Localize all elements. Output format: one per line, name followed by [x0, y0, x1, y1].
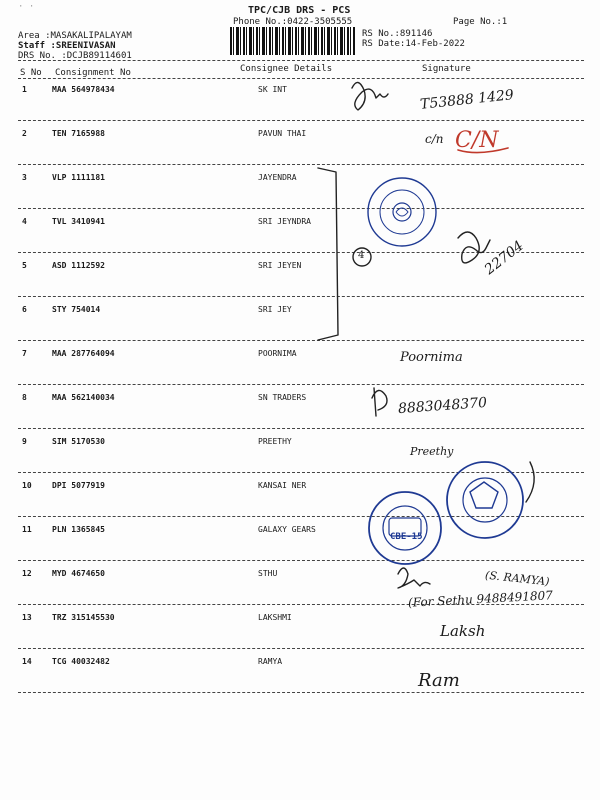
consignee-name: SRI JEY [258, 305, 292, 314]
signature-10-scribble [526, 462, 534, 502]
consignment-number: PLN 1365845 [52, 525, 105, 534]
consignee-name: SRI JEYNDRA [258, 217, 311, 226]
consignment-number: TRZ 315145530 [52, 613, 115, 622]
col-header-consignment: Consignment No [55, 68, 131, 78]
handwritten-sethu-phone: (For Sethu 9488491807 [407, 588, 554, 610]
handwritten-phone-5: 22704 [481, 237, 527, 279]
serial-number: 6 [22, 305, 27, 314]
rs-number: RS No.:891146 [362, 29, 433, 39]
consignee-name: STHU [258, 569, 278, 578]
serial-number: 3 [22, 173, 27, 182]
signature-5-scribble [458, 232, 490, 263]
rs-date: RS Date:14-Feb-2022 [362, 39, 465, 49]
college-stamp [368, 178, 436, 246]
serial-number: 12 [22, 569, 32, 578]
area-field: Area :MASAKALIPALAYAM [18, 31, 132, 41]
handwritten-phone-1: T53888 1429 [419, 87, 515, 113]
consignment-number: DPI 5077919 [52, 481, 105, 490]
consignment-number: TCG 40032482 [52, 657, 110, 666]
consignee-name: SK INT [258, 85, 287, 94]
serial-number: 11 [22, 525, 32, 534]
consignment-number: SIM 5170530 [52, 437, 105, 446]
handwritten-lakshmi-signature: Laksh [440, 622, 486, 640]
handwritten-phone-8: 8883048370 [397, 394, 488, 418]
serial-number: 4 [22, 217, 27, 226]
serial-number: 7 [22, 349, 27, 358]
consignee-name: SN TRADERS [258, 393, 307, 402]
handwritten-ramya-name: (S. RAMYA) [484, 568, 551, 589]
serial-number: 2 [22, 129, 27, 138]
serial-number: 14 [22, 657, 32, 666]
page-number: Page No.:1 [453, 17, 508, 27]
serial-number: 1 [22, 85, 27, 94]
serial-number: 13 [22, 613, 32, 622]
col-header-consignee: Consignee Details [240, 64, 333, 74]
scan-mark: · · [18, 2, 35, 12]
consignee-name: KANSAI NER [258, 481, 307, 490]
handwritten-preethy-signature: Preethy [410, 445, 454, 458]
serial-number: 10 [22, 481, 32, 490]
consignee-name: JAYENDRA [258, 173, 297, 182]
col-header-signature: Signature [422, 64, 471, 74]
consignment-number: VLP 1111181 [52, 173, 105, 182]
consignee-name: PREETHY [258, 437, 292, 446]
consignment-number: TEN 7165988 [52, 129, 105, 138]
consignee-name: SRI JEYEN [258, 261, 302, 270]
signature-1-scribble [352, 82, 388, 110]
signature-12-scribble [398, 568, 430, 588]
consignee-name: POORNIMA [258, 349, 297, 358]
col-header-sno: S No [20, 68, 42, 78]
bracket-mark [318, 168, 338, 340]
handwritten-poornima-signature: Poornima [400, 350, 463, 365]
consignee-name: LAKSHMI [258, 613, 292, 622]
consignment-number: MAA 287764094 [52, 349, 115, 358]
circled-mark-number: 4 [358, 250, 365, 261]
consignment-number: TVL 3410941 [52, 217, 105, 226]
signature-8-scribble [372, 388, 387, 416]
coimbatore-stamp [447, 462, 523, 538]
handwritten-cn-red: C/N [455, 128, 499, 153]
galaxy-stamp-center-text: CBE-15 [390, 532, 423, 542]
serial-number: 9 [22, 437, 27, 446]
consignment-number: ASD 1112592 [52, 261, 105, 270]
serial-number: 8 [22, 393, 27, 402]
handwritten-ramya-signature: Ram [418, 670, 460, 691]
handwritten-cn-note: c/n [425, 132, 444, 146]
drs-number: DRS No. :DCJB89114601 [18, 51, 132, 61]
phone-number: Phone No.:0422-3505555 [233, 17, 353, 27]
staff-field: Staff :SREENIVASAN [18, 41, 116, 51]
consignee-name: PAVUN THAI [258, 129, 307, 138]
consignment-number: MYD 4674650 [52, 569, 105, 578]
galaxy-stamp [369, 492, 441, 564]
serial-number: 5 [22, 261, 27, 270]
consignee-name: GALAXY GEARS [258, 525, 316, 534]
sheet-title: TPC/CJB DRS - PCS [248, 5, 351, 16]
consignment-number: STY 754014 [52, 305, 101, 314]
consignment-number: MAA 562140034 [52, 393, 115, 402]
consignee-name: RAMYA [258, 657, 283, 666]
consignment-number: MAA 564978434 [52, 85, 115, 94]
